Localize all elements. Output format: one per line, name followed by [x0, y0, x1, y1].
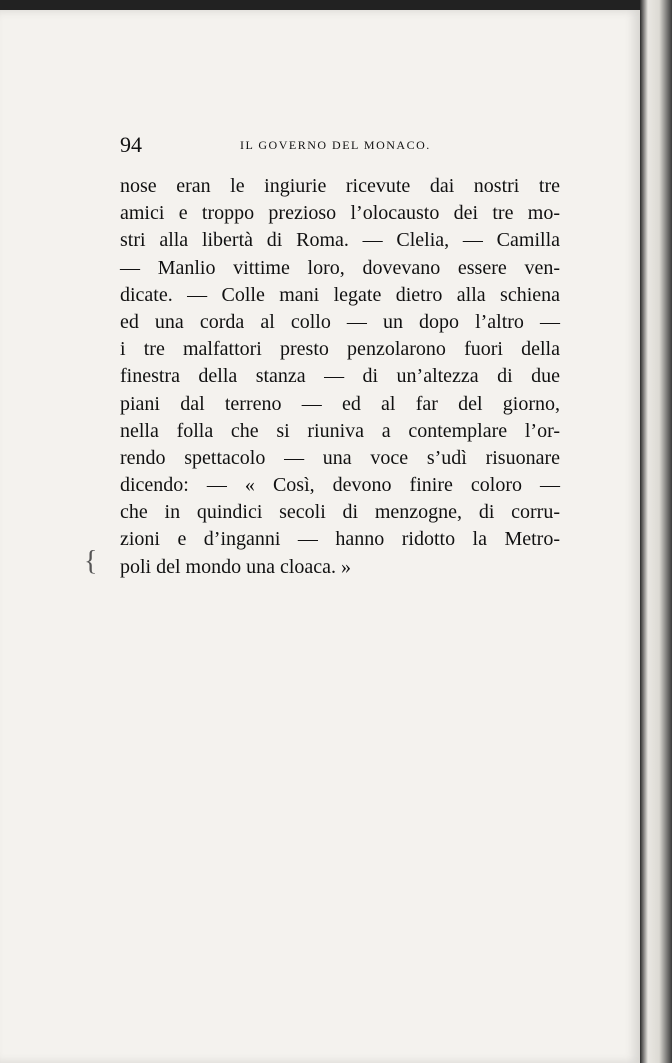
text-line: dicendo: — « Così, devono finire coloro —: [120, 474, 560, 497]
page-binding-edge: [640, 0, 672, 1063]
text-line: stri alla libertà di Roma. — Clelia, — Camilla: [120, 229, 560, 252]
text-line: che in quindici secoli di menzogne, di corru-: [120, 501, 560, 524]
margin-mark: {: [84, 546, 98, 577]
text-line: piani dal terreno — ed al far del giorno,: [120, 392, 560, 415]
text-line: amici e troppo prezioso l’olocausto dei tre mo-: [120, 202, 560, 225]
body-text: [120, 173, 560, 581]
page-number: 94: [120, 132, 142, 157]
text-line: zioni e d’inganni — hanno ridotto la Metro-: [120, 528, 560, 551]
text-line: ed una corda al collo — un dopo l’altro —: [120, 310, 560, 333]
text-line: — Manlio vittime loro, dovevano essere ven-: [120, 256, 560, 279]
page-header: [120, 132, 560, 158]
running-head: IL GOVERNO DEL MONACO.: [240, 138, 431, 152]
text-line: nose eran le ingiurie ricevute dai nostri tre: [120, 175, 560, 197]
text-line: finestra della stanza — di un’altezza di due: [120, 365, 560, 388]
text-line: nella folla che si riuniva a contemplare l’or-: [120, 419, 560, 442]
text-line: dicate. — Colle mani legate dietro alla schiena: [120, 283, 560, 306]
text-line: rendo spettacolo — una voce s’udì risuonare: [120, 446, 560, 469]
text-line: i tre malfattori presto penzolarono fuori della: [120, 338, 560, 361]
text-line: poli del mondo una cloaca. »: [120, 555, 352, 578]
